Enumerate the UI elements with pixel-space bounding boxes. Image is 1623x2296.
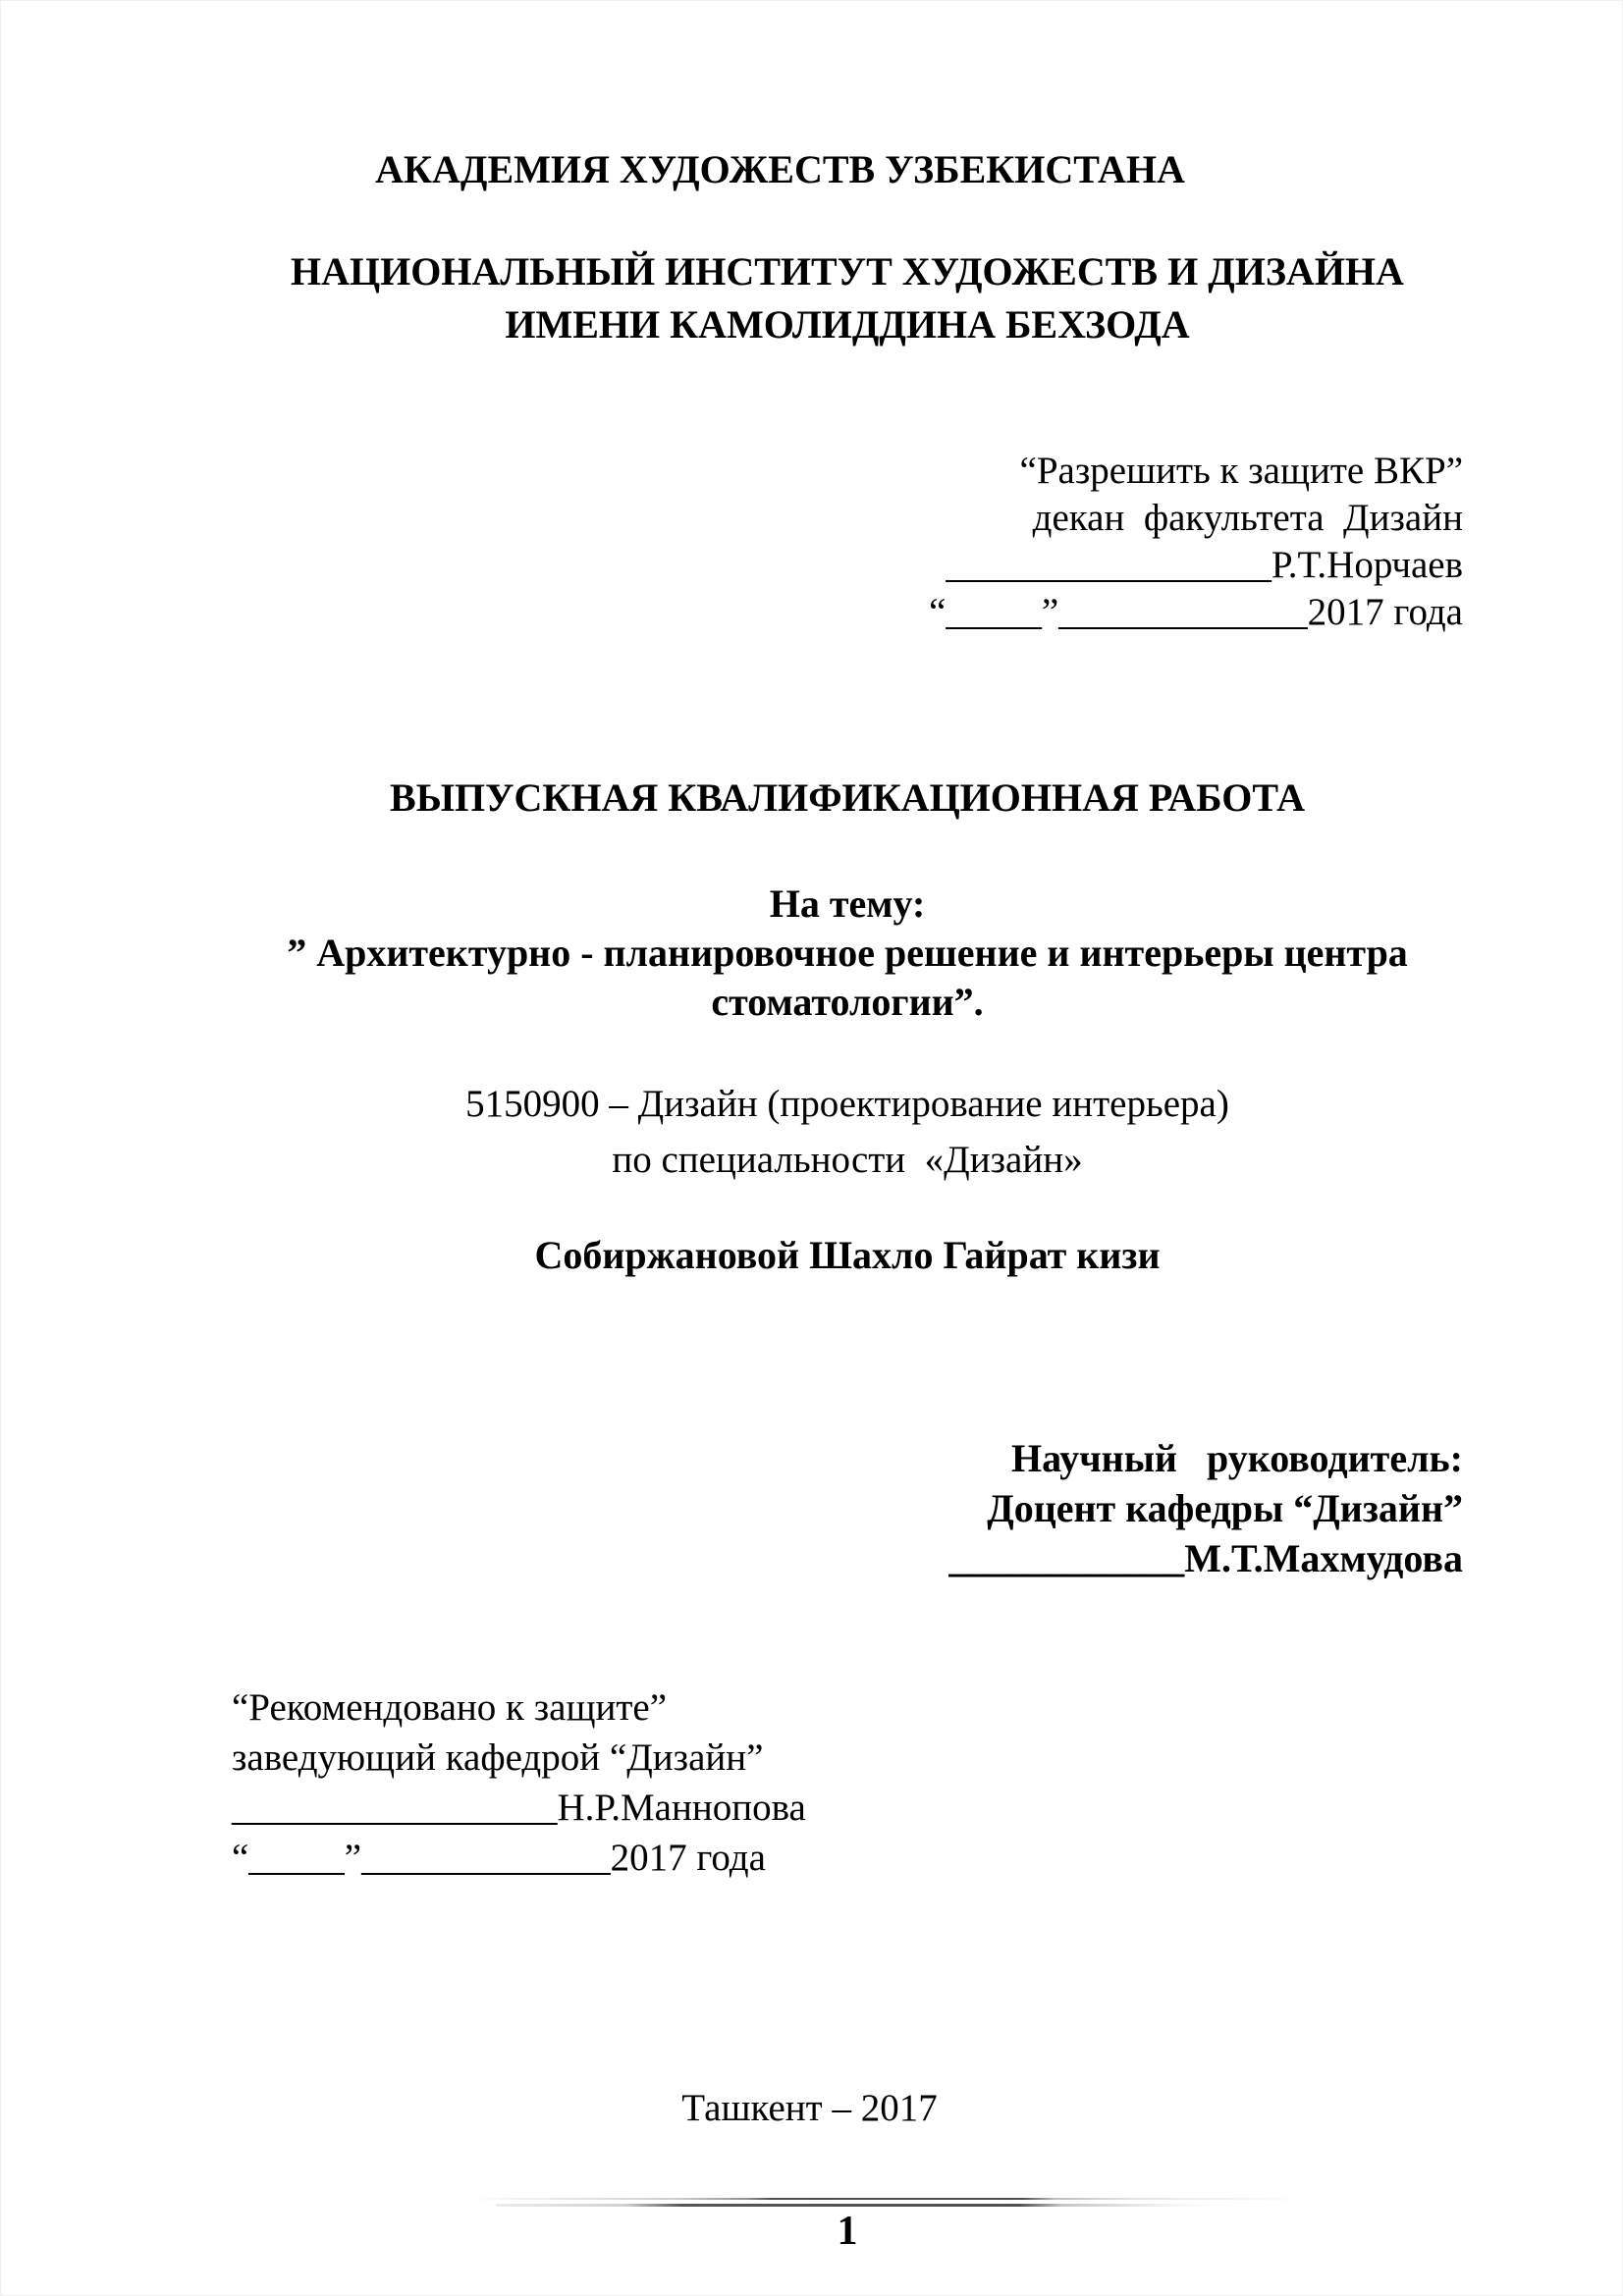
approval-permit-line: “Разрешить к защите ВКР” <box>1019 450 1463 492</box>
approval-dean-line: декан факультета Дизайн <box>1032 497 1463 539</box>
institute-line-2: ИМЕНИ КАМОЛИДДИНА БЕХЗОДА <box>505 302 1190 347</box>
recommendation-line: “Рекомендовано к защите” <box>232 1686 668 1729</box>
topic-line-1: ” Архитектурно - планировочное решение и интерьеры центра <box>287 931 1408 975</box>
specialty-block <box>232 1076 1463 1188</box>
approval-signature-line: _________________Р.Т.Норчаев <box>946 544 1463 586</box>
topic-block <box>232 880 1463 1027</box>
recommendation-date-line: “_____”_____________2017 года <box>232 1837 766 1879</box>
recommendation-head-line: заведующий кафедрой “Дизайн” <box>232 1736 764 1779</box>
topic-label: На тему: <box>769 881 926 926</box>
page-number: 1 <box>837 2209 858 2254</box>
recommendation-block <box>232 1682 1463 1883</box>
specialty-code: 5150900 – Дизайн (проектирование интерьера) <box>465 1083 1229 1125</box>
author-name: Собиржановой Шахло Гайрат кизи <box>534 1233 1161 1277</box>
supervisor-position-line: Доцент кафедры “Дизайн” <box>987 1486 1463 1530</box>
approval-block <box>232 448 1463 636</box>
supervisor-role-line: Научный руководитель: <box>1011 1436 1463 1480</box>
divider-line-top <box>481 2198 1289 2200</box>
city-year: Ташкент – 2017 <box>681 2087 938 2129</box>
recommendation-signature-line: _________________Н.Р.Маннопова <box>232 1787 806 1829</box>
institute-line-1: НАЦИОНАЛЬНЫЙ ИНСТИТУТ ХУДОЖЕСТВ И ДИЗАЙНА <box>291 249 1404 294</box>
academy-title: АКАДЕМИЯ ХУДОЖЕСТВ УЗБЕКИСТАНА <box>375 147 1185 191</box>
supervisor-block <box>232 1433 1463 1583</box>
work-title: ВЫПУСКНАЯ КВАЛИФИКАЦИОННАЯ РАБОТА <box>390 775 1305 820</box>
institute-title <box>232 245 1463 351</box>
supervisor-signature-line: ____________М.Т.Махмудова <box>948 1536 1463 1580</box>
topic-line-2: стоматологии”. <box>711 980 984 1024</box>
specialty-name: по специальности «Дизайн» <box>612 1139 1083 1181</box>
approval-date-line: “_____”_____________2017 года <box>929 591 1463 633</box>
